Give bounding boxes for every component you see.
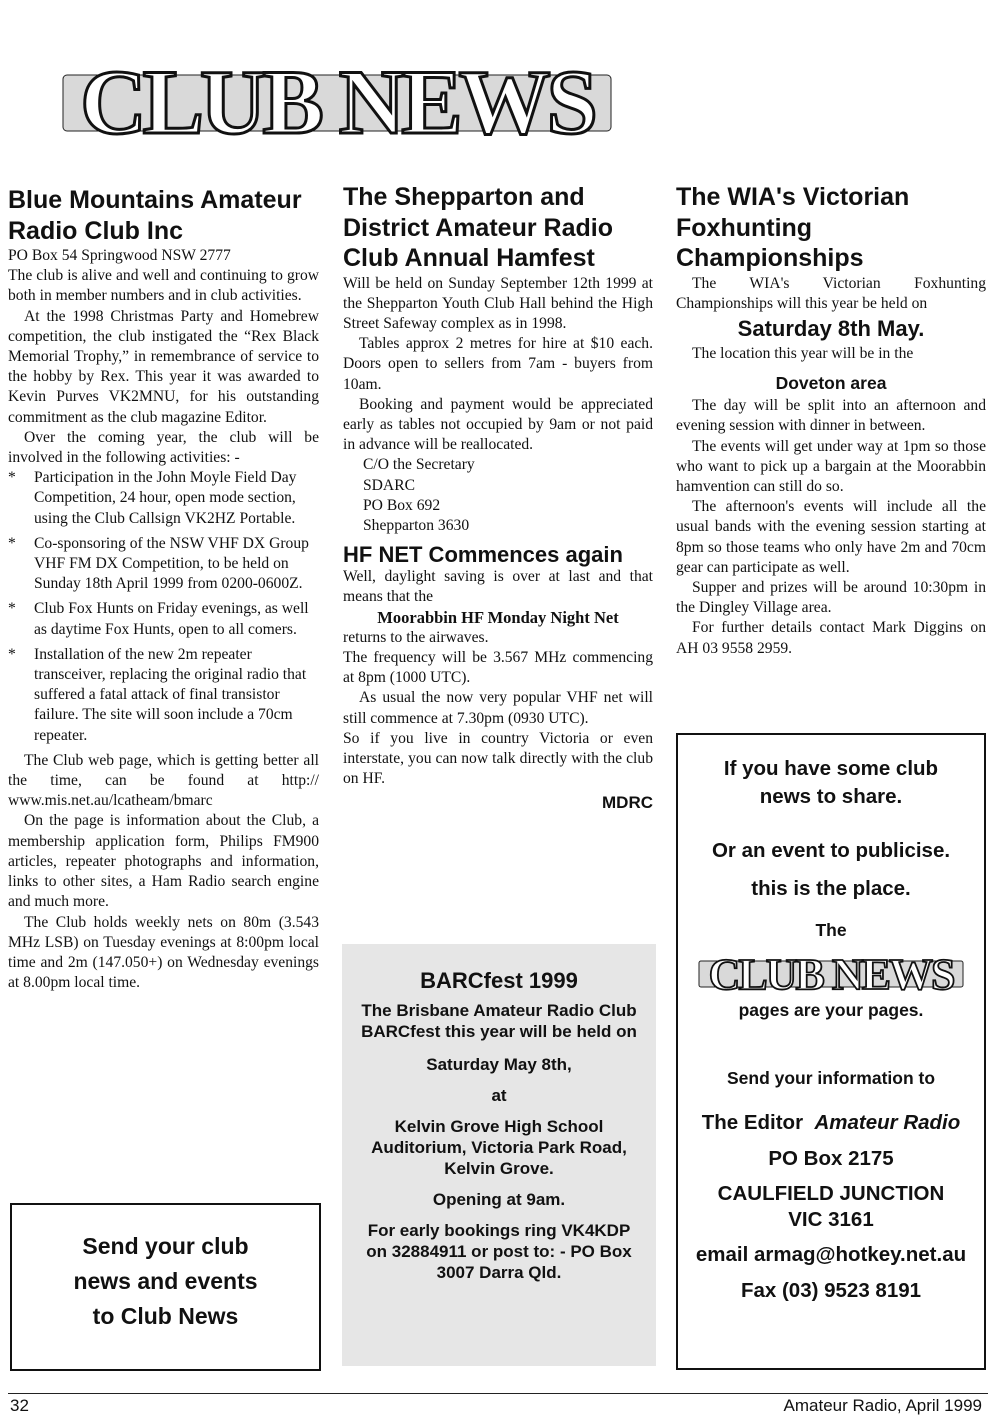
paragraph: The afternoon's events will include all the usual bands with the evening session starting at 8pm so those teams who only have 2m and 70cm gear can participate as well. (676, 498, 986, 576)
list-item: * Club Fox Hunts on Friday evenings, as well as daytime Fox Hunts, open to all comers. (8, 599, 319, 639)
masthead-logo (57, 55, 617, 155)
barcfest-venue: Kelvin Grove High School Auditorium, Victoria Park Road, Kelvin Grove. (371, 1117, 627, 1178)
paragraph: The Club web page, which is getting better all the time, can be found at http:// www.mis.net.au/lcatheam/bmarc (8, 751, 319, 810)
paragraph: Over the coming year, the club will be involved in the following activities: - (8, 428, 319, 467)
paragraph: The location this year will be in the (692, 344, 914, 362)
paragraph: For further details contact Mark Diggins on AH 03 9558 2959. (676, 619, 986, 657)
paragraph: Tables approx 2 metres for hire at $10 each. Doors open to sellers from 7am - buyers from 10am. (343, 335, 653, 393)
barcfest-box (342, 944, 656, 1366)
championship-date: Saturday 8th May. (737, 315, 925, 341)
your-pages-box (676, 733, 986, 1370)
net-name: Moorabbin HF Monday Night Net (377, 607, 619, 627)
column-shepparton (343, 182, 653, 814)
article-heading-hf-net: HF NET Commences again (343, 542, 623, 568)
paragraph: The WIA's Victorian Foxhunting Championships will this year be held on (676, 274, 986, 312)
fax-number: Fax (03) 9523 8191 (740, 1279, 922, 1302)
paragraph: The events will get under way at 1pm so those who want to pick up a bargain at the Moorabbin hamvention can still do so. (676, 437, 986, 495)
activities-list (8, 468, 319, 746)
paragraph: On the page is information about the Club, a membership application form, Philips FM900 articles, repeater photographs and information, links to other sites, a Ham Radio search engine and much more. (8, 812, 319, 911)
column-blue-mountains (8, 185, 319, 993)
paragraph: So if you live in country Victoria or even interstate, you can now talk directly with the club on HF. (343, 729, 653, 788)
secretary-address (343, 455, 653, 536)
publication-footer: Amateur Radio, April 1999 (783, 1396, 982, 1415)
paragraph: Supper and prizes will be around 10:30pm in the Dingley Village area. (676, 578, 986, 617)
club-news-masthead (57, 55, 617, 155)
box-line: If you have some club news to share. (723, 757, 939, 808)
box-line: Send your club (82, 1233, 249, 1259)
club-news-logo (696, 951, 966, 997)
column-foxhunting (676, 182, 986, 659)
magazine-name: Amateur Radio (814, 1111, 961, 1134)
box-line: Send your information to (726, 1068, 936, 1088)
send-news-box (10, 1203, 321, 1371)
paragraph: returns to the airwaves. (343, 628, 489, 646)
barcfest-at: at (491, 1086, 507, 1105)
box-line: to Club News (92, 1303, 239, 1329)
address-line: Shepparton 3630 (363, 516, 470, 534)
paragraph: At the 1998 Christmas Party and Homebrew competition, the club instigated the “Rex Black Memorial Trophy,” in remembrance of service to the hobby by Rex. This year it was awarded to Kevin Purves VK2MNU, for his outstanding commitment as the club magazine Editor. (8, 307, 319, 426)
paragraph: Booking and payment would be appreciated early as tables not occupied by 9am or not paid in advance will be reallocated. (343, 395, 653, 454)
list-item: * Co-sponsoring of the NSW VHF DX Group VHF FM DX Competition, to be held on Sunday 18th April 1999 from 0200-0600Z. (8, 534, 319, 595)
paragraph: Will be held on Sunday September 12th 1999 at the Shepparton Youth Club Hall behind the High Street Safeway complex as in 1998. (343, 274, 653, 332)
club-address: PO Box 54 Springwood NSW 2777 (8, 247, 231, 264)
barcfest-title: BARCfest 1999 (420, 968, 578, 993)
editor-label: The Editor (701, 1111, 804, 1134)
barcfest-bookings: For early bookings ring VK4KDP on 32884911 or post to: - PO Box 3007 Darra Qld. (366, 1221, 632, 1282)
page-number: 32 (10, 1396, 29, 1415)
paragraph: The club is alive and well and continuing to grow both in member numbers and in club activities. (8, 267, 319, 305)
city: CAULFIELD JUNCTION (717, 1182, 945, 1205)
championship-area: Doveton area (775, 373, 887, 394)
barcfest-intro: The Brisbane Amateur Radio Club BARCfest this year will be held on (361, 1001, 637, 1041)
signoff: MDRC (602, 793, 653, 813)
list-item: * Participation in the John Moyle Field Day Competition, 24 hour, open mode section, using the Club Callsign VK2HZ Portable. (8, 468, 319, 529)
po-box: PO Box 2175 (768, 1147, 894, 1170)
footer-rule (8, 1393, 988, 1394)
email-address: email armag@hotkey.net.au (695, 1243, 967, 1266)
list-item: * Installation of the new 2m repeater transceiver, replacing the original radio that suffered a fatal attack of final transistor failure. The site will soon include a 70cm repeater. (8, 645, 319, 746)
box-line: news and events (73, 1268, 258, 1294)
address-line: SDARC (363, 476, 415, 494)
paragraph: The Club holds weekly nets on 80m (3.543 MHz LSB) on Tuesday evenings at 8:00pm local time and 2m (147.050+) on Wednesday evenings at 8.00pm local time. (8, 913, 319, 992)
logo-text: CLUB NEWS (708, 951, 954, 997)
barcfest-opening: Opening at 9am. (432, 1190, 566, 1209)
article-heading: The Shepparton and District Amateur Radio Club Annual Hamfest (343, 183, 613, 272)
paragraph: The day will be split into an afternoon and evening session with dinner in between. (676, 397, 986, 435)
barcfest-date: Saturday May 8th, (426, 1055, 572, 1074)
box-line: The (815, 920, 847, 940)
article-heading: Blue Mountains Amateur Radio Club Inc (8, 186, 302, 245)
masthead-title: CLUB NEWS (80, 55, 594, 153)
address-line: PO Box 692 (363, 496, 441, 514)
box-line: Or an event to publicise. (711, 839, 951, 862)
address-line: C/O the Secretary (363, 456, 475, 474)
state: VIC 3161 (788, 1208, 874, 1231)
paragraph: Well, daylight saving is over at last and that means that the (343, 568, 653, 606)
box-line: this is the place. (751, 877, 911, 900)
editor-line (686, 1109, 976, 1137)
paragraph: As usual the now very popular VHF net will still commence at 7.30pm (0930 UTC). (343, 689, 653, 727)
box-line: pages are your pages. (738, 1000, 924, 1020)
article-heading: The WIA's Victorian Foxhunting Championships (676, 183, 910, 272)
paragraph: The frequency will be 3.567 MHz commencing at 8pm (1000 UTC). (343, 648, 653, 687)
